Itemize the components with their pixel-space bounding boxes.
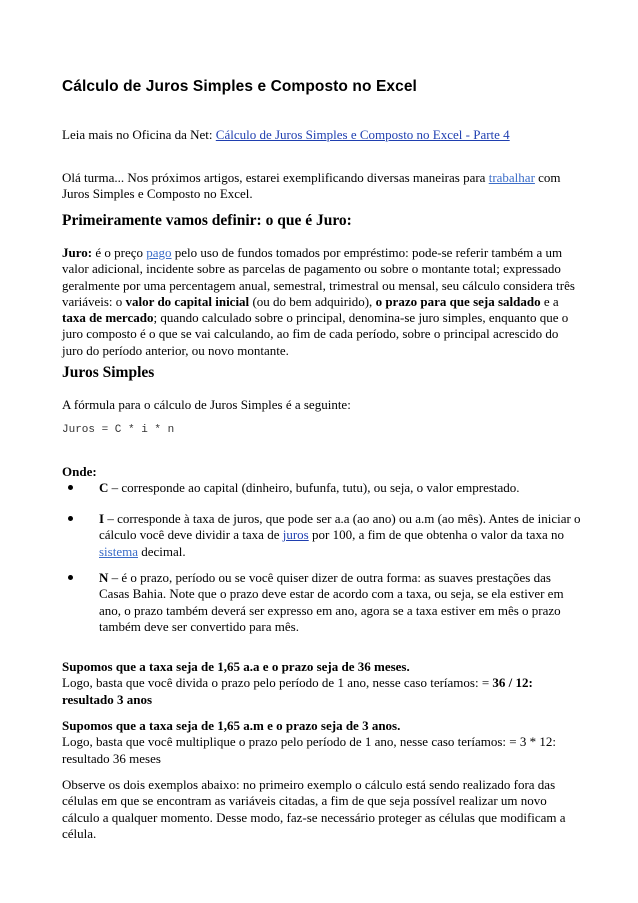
section-heading-juros-simples: Juros Simples <box>62 364 155 381</box>
example-1-text: Logo, basta que você divida o prazo pelo período de 1 ano, nesse caso teríamos: = <box>62 675 493 691</box>
bullet-icon <box>68 575 73 580</box>
trabalhar-link[interactable]: trabalhar <box>488 170 535 185</box>
closing-paragraph: Observe os dois exemplos abaixo: no primeiro exemplo o cálculo está sendo realizado fora das células em que se encontram as variáveis citadas, a fim de que seja possível realizar um novo cálculo a qualquer momento. Desse modo, faz-se necessário proteger as células que modificam a célula. <box>62 777 566 841</box>
read-more-line <box>62 127 582 143</box>
bullet-n-text: – é o prazo, período ou se você quiser dizer de outra forma: as suaves prestações das Casas Bahia. Note que o prazo deve estar de acordo com a taxa, ou seja, se ela estiver em ano, o prazo também deverá ser expresso em ano, agora se a taxa estiver em mês o prazo também deve ser convertido para mês. <box>99 570 564 634</box>
example-1-paragraph <box>62 659 582 708</box>
example-2-bold: Supomos que a taxa seja de 1,65 a.m e o prazo seja de 3 anos. <box>62 718 401 733</box>
juro-text-4: e a <box>540 293 559 309</box>
bullet-i-text-c: decimal. <box>138 543 186 559</box>
juro-bold-1: valor do capital inicial <box>125 293 250 309</box>
bullet-icon <box>68 516 73 521</box>
onde-bold: Onde: <box>62 464 97 479</box>
read-more-link[interactable]: Cálculo de Juros Simples e Composto no Excel - Parte 4 <box>215 127 510 142</box>
example-2-paragraph <box>62 718 582 767</box>
section-heading-juro: Primeiramente vamos definir: o que é Juro: <box>62 212 352 229</box>
juro-term: Juro: <box>62 245 93 260</box>
bullet-i-term: I <box>99 511 105 526</box>
juro-bold-2: o prazo para que seja saldado <box>375 293 541 309</box>
example-2-text: Logo, basta que você multiplique o prazo pelo período de 1 ano, nesse caso teríamos: = 3 * 12: resultado 36 meses <box>62 734 556 766</box>
formula-intro: A fórmula para o cálculo de Juros Simples é a seguinte: <box>62 397 351 412</box>
juro-bold-3: taxa de mercado <box>62 310 154 326</box>
juros-link[interactable]: juros <box>282 527 309 543</box>
list-item <box>62 511 582 560</box>
list-item <box>62 570 582 635</box>
intro-text-pre: Olá turma... Nos próximos artigos, estarei exemplificando diversas maneiras para <box>62 170 489 185</box>
example-1-calc: 36 / 12: <box>492 675 533 691</box>
intro-paragraph <box>62 170 582 203</box>
onde-label <box>62 464 97 480</box>
juro-definition-paragraph <box>62 245 582 359</box>
juro-text-1: é o preço <box>92 245 147 260</box>
juro-text-3: (ou do bem adquirido), <box>249 293 376 309</box>
juro-text-2: pelo uso de fundos tomados por empréstimo: pode-se referir também a um valor adicional, incidente sobre as parcelas de pagamento ou sobre o montante total; expressado geralmente por uma percentagem anual, semestral, trimestral ou mensal, seu cálculo considera três variáveis: o <box>62 245 575 309</box>
bullet-i-text-a: – corresponde à taxa de juros, que pode ser a.a (ao ano) ou a.m (ao mês). Antes de iniciar o cálculo você deve dividir a taxa de <box>99 511 581 543</box>
juro-text-5: ; quando calculado sobre o principal, denomina-se juro simples, enquanto que o juro composto é o que se vai calculando, ao fim de cada período, sobre o principal acrescido do juro do período anterior, ou novo montante. <box>62 310 569 358</box>
page-title: Cálculo de Juros Simples e Composto no Excel <box>62 78 417 95</box>
intro-text-post: com Juros Simples e Composto no Excel. <box>62 170 561 202</box>
bullet-c-term: C <box>99 480 109 495</box>
bullet-n-term: N <box>99 570 109 585</box>
bullet-c-text: – corresponde ao capital (dinheiro, bufunfa, tutu), ou seja, o valor emprestado. <box>108 480 520 495</box>
example-1-result: resultado 3 anos <box>62 691 153 707</box>
formula-code: Juros = C * i * n <box>62 424 175 436</box>
list-item <box>62 480 582 496</box>
example-1-bold: Supomos que a taxa seja de 1,65 a.a e o prazo seja de 36 meses. <box>62 659 410 674</box>
bullet-icon <box>68 485 73 490</box>
bullet-i-text-b: por 100, a fim de que obtenha o valor da taxa no <box>308 527 564 543</box>
pago-link[interactable]: pago <box>146 245 172 260</box>
sistema-link[interactable]: sistema <box>99 543 138 559</box>
read-more-prefix: Leia mais no Oficina da Net: <box>62 127 216 142</box>
